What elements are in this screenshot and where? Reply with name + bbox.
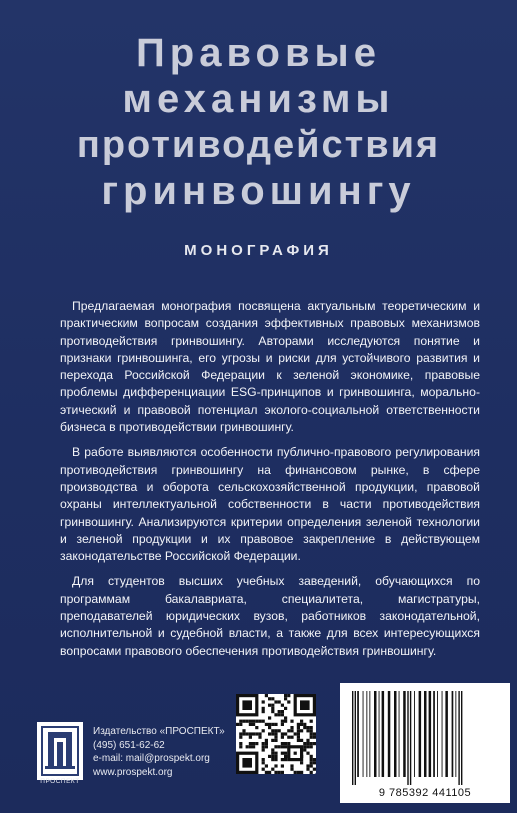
title-line-1: Правовые bbox=[136, 31, 381, 75]
publisher-name: Издательство «ПРОСПЕКТ» bbox=[93, 726, 225, 737]
publisher-email: e-mail: mail@prospekt.org bbox=[93, 753, 210, 765]
publisher-info bbox=[93, 725, 225, 779]
abstract-paragraph-3: Для студентов высших учебных заведений, обучающихся по программам бакалавриата, специалитета, магистратуры, преподавателей юридических вузов, работников законодательной, исполнительной и судебной власти, а также для всех интересующихся вопросами правового обеспечения противодействия гринвошингу. bbox=[60, 574, 480, 658]
publisher-website: www.prospekt.org bbox=[93, 766, 173, 778]
book-genre: МОНОГРАФИЯ bbox=[184, 242, 333, 259]
publisher-logo-caption: ПРОСПЕКТ bbox=[40, 778, 80, 785]
abstract-paragraph-1: Предлагаемая монография посвящена актуальным теоретическим и практическим вопросам создания эффективных правовых механизмов противодействия гринвошингу. Авторами исследуются понятие и признаки гринвошинга, его угрозы и риски для устойчивого развития и перехода Российской Федерации к зеленой экономике, правовые проблемы дифференциации ESG-принципов и гринвошинга, морально-этический и правовой потенциал эколого-социальной ответственности бизнеса в противодействии гринвошингу. bbox=[60, 299, 480, 435]
qr-code-icon bbox=[236, 694, 316, 774]
book-title bbox=[0, 30, 517, 214]
isbn-barcode-number: 9 785392 441105 bbox=[378, 787, 472, 799]
isbn-barcode bbox=[340, 683, 510, 803]
title-line-3: противодействия bbox=[76, 124, 441, 166]
barcode-icon bbox=[340, 683, 510, 803]
qr-code bbox=[236, 694, 316, 774]
book-abstract bbox=[60, 298, 480, 668]
abstract-paragraph-2: В работе выявляются особенности публично-правового регулирования противодействия гринвошингу на финансовом рынке, в сфере производства и оборота сельскохозяйственной продукции, правовой охраны интеллектуальной собственности в части противодействия гринвошингу. Анализируются критерии определения зеленой технологии и зеленой продукции и их правовое закрепление в действующем законодательстве Российской Федерации. bbox=[60, 445, 480, 564]
publisher-phone: (495) 651-62-62 bbox=[93, 739, 165, 751]
title-line-4: гринвошингу bbox=[101, 169, 416, 213]
publisher-logo-icon bbox=[37, 722, 83, 780]
title-line-2: механизмы bbox=[122, 77, 395, 121]
